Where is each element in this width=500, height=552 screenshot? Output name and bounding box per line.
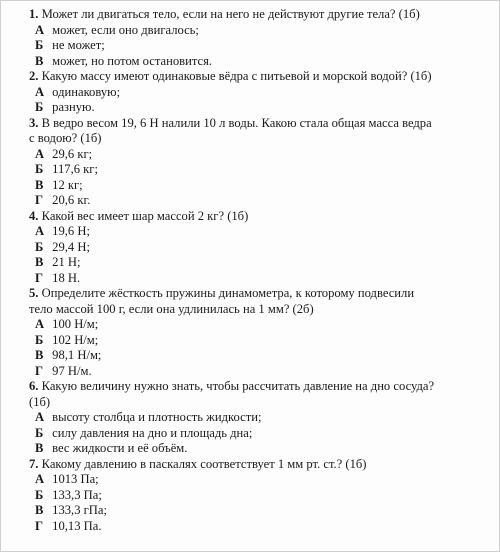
option-letter: А xyxy=(35,84,45,99)
question-text: Может ли двигаться тело, если на него не действуют другие тела? (1б) xyxy=(41,7,420,21)
question-3 xyxy=(29,116,495,209)
option-letter: А xyxy=(35,317,45,331)
option-letter: А xyxy=(35,22,45,37)
question-text: с водою? (1б) xyxy=(29,131,102,145)
answer-option xyxy=(29,54,495,70)
option-text: 12 кг; xyxy=(52,177,83,192)
option-text: вес жидкости и её объём. xyxy=(52,441,188,455)
question-text: Какую массу имеют одинаковые вёдра с питьевой и морской водой? (1б) xyxy=(41,69,432,83)
option-text: 102 Н/м; xyxy=(52,332,99,347)
question-text: Какой вес имеет шар массой 2 кг? (1б) xyxy=(41,208,249,223)
option-letter: Г xyxy=(35,270,44,285)
answer-option xyxy=(29,426,495,442)
question-text-line xyxy=(29,209,495,225)
question-5 xyxy=(29,286,495,379)
question-text: Определите жёсткость пружины динамометра, к которому подвесили xyxy=(41,286,415,300)
option-text: 10,13 Па. xyxy=(52,518,102,533)
answer-option xyxy=(29,38,495,54)
question-7 xyxy=(29,457,495,535)
answer-option xyxy=(29,472,495,488)
option-text: силу давления на дно и площадь дна; xyxy=(52,425,253,440)
question-text-line xyxy=(29,116,495,132)
option-letter: А xyxy=(35,146,45,161)
question-text-line xyxy=(29,131,495,147)
option-letter: А xyxy=(35,472,45,486)
option-text: одинаковую; xyxy=(52,84,121,99)
answer-option xyxy=(29,193,495,209)
question-1 xyxy=(29,7,495,69)
question-number: 4. xyxy=(29,208,39,223)
question-number: 5. xyxy=(29,286,39,300)
question-number: 3. xyxy=(29,115,39,130)
question-number: 2. xyxy=(29,69,39,83)
question-text: Какую величину нужно знать, чтобы рассчитать давление на дно сосуда? xyxy=(41,379,435,393)
option-letter: Б xyxy=(35,425,44,440)
option-text: 100 Н/м; xyxy=(52,317,99,331)
question-2 xyxy=(29,69,495,116)
question-4 xyxy=(29,209,495,287)
option-letter: В xyxy=(35,255,44,269)
option-letter: Г xyxy=(35,363,44,378)
option-text: 117,6 кг; xyxy=(52,162,98,176)
option-text: не может; xyxy=(52,38,105,52)
option-text: 29,6 кг; xyxy=(52,146,93,161)
answer-option xyxy=(29,503,495,519)
answer-option xyxy=(29,488,495,504)
option-letter: В xyxy=(35,503,44,517)
option-letter: А xyxy=(35,410,45,424)
question-text-line xyxy=(29,69,495,85)
question-number: 7. xyxy=(29,456,39,471)
answer-option xyxy=(29,162,495,178)
option-letter: В xyxy=(35,441,44,455)
option-letter: В xyxy=(35,53,44,68)
question-text-line xyxy=(29,286,495,302)
answer-option xyxy=(29,255,495,271)
answer-option xyxy=(29,147,495,163)
option-letter: Б xyxy=(35,487,44,502)
option-text: может, но потом остановится. xyxy=(52,53,213,68)
answer-option xyxy=(29,333,495,349)
answer-option xyxy=(29,224,495,240)
question-text: тело массой 100 г, если она удлинилась на 1 мм? (2б) xyxy=(29,301,314,316)
option-text: 21 Н; xyxy=(52,255,81,269)
option-letter: Б xyxy=(35,38,44,52)
question-text-line xyxy=(29,7,495,23)
answer-option xyxy=(29,240,495,256)
answer-option xyxy=(29,519,495,535)
question-text-line xyxy=(29,395,495,411)
option-text: 18 Н. xyxy=(52,270,81,285)
option-text: высоту столбца и плотность жидкости; xyxy=(52,410,262,424)
question-text-line xyxy=(29,457,495,473)
option-letter: В xyxy=(35,348,44,362)
option-text: 133,3 гПа; xyxy=(52,503,107,517)
question-text: Какому давлению в паскалях соответствует 1 мм рт. ст.? (1б) xyxy=(41,456,367,471)
option-letter: В xyxy=(35,177,44,192)
answer-option xyxy=(29,178,495,194)
question-text: В ведро весом 19, 6 Н налили 10 л воды. Какою стала общая масса ведра xyxy=(41,115,432,130)
option-letter: Б xyxy=(35,162,44,176)
answer-option xyxy=(29,100,495,116)
question-text: (1б) xyxy=(29,394,51,409)
question-list xyxy=(29,7,495,534)
option-text: 29,4 Н; xyxy=(52,239,90,254)
option-text: 98,1 Н/м; xyxy=(52,348,102,362)
question-6 xyxy=(29,379,495,457)
question-text-line xyxy=(29,302,495,318)
option-text: 19,6 Н; xyxy=(52,224,90,238)
option-text: 20,6 кг. xyxy=(52,193,91,207)
answer-option xyxy=(29,441,495,457)
answer-option xyxy=(29,348,495,364)
answer-option xyxy=(29,23,495,39)
question-number: 6. xyxy=(29,379,39,393)
question-text-line xyxy=(29,379,495,395)
option-letter: Г xyxy=(35,518,44,533)
option-text: 133,3 Па; xyxy=(52,487,102,502)
option-text: может, если оно двигалось; xyxy=(52,22,199,37)
answer-option xyxy=(29,364,495,380)
option-letter: Б xyxy=(35,100,44,114)
option-text: разную. xyxy=(52,100,95,114)
question-number: 1. xyxy=(29,7,39,21)
option-text: 1013 Па; xyxy=(52,472,99,486)
option-letter: А xyxy=(35,224,45,238)
option-text: 97 Н/м. xyxy=(52,363,92,378)
answer-option xyxy=(29,85,495,101)
answer-option xyxy=(29,271,495,287)
option-letter: Б xyxy=(35,332,44,347)
answer-option xyxy=(29,410,495,426)
option-letter: Б xyxy=(35,239,44,254)
option-letter: Г xyxy=(35,193,44,207)
answer-option xyxy=(29,317,495,333)
